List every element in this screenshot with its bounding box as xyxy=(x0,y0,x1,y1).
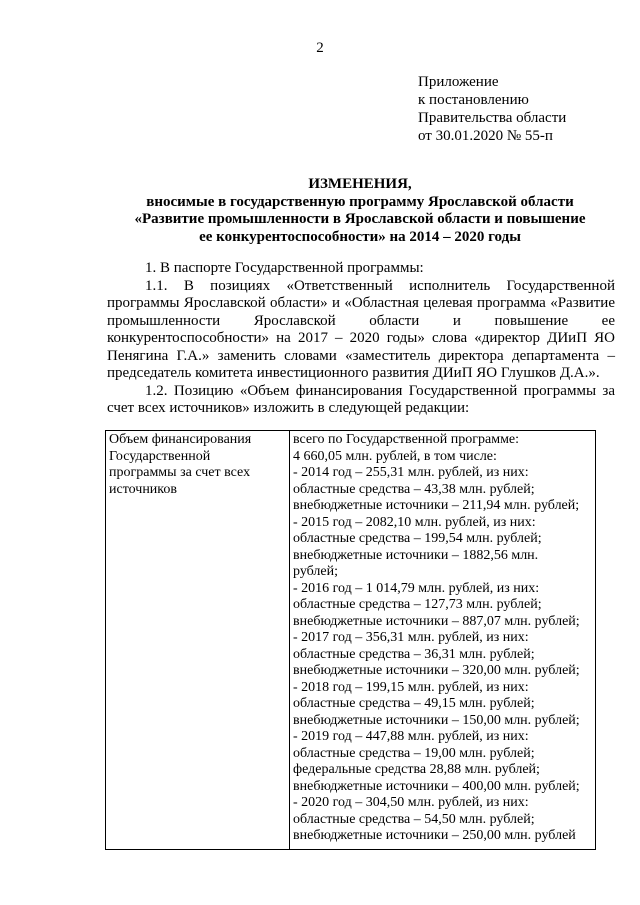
page-number: 2 xyxy=(316,40,324,56)
paragraph-1: 1. В паспорте Государственной программы: xyxy=(145,260,424,276)
value-line: - 2015 год – 2082,10 млн. рублей, из них: xyxy=(293,514,536,530)
value-line: внебюджетные источники – 887,07 млн. рублей; xyxy=(293,613,580,629)
heading-line: вносимые в государственную программу Ярославской области xyxy=(146,193,574,210)
value-line: областные средства – 127,73 млн. рублей; xyxy=(293,597,542,612)
value-line: рублей; xyxy=(293,564,338,579)
appendix-block xyxy=(418,73,566,145)
document-body xyxy=(107,260,615,418)
financing-values-cell xyxy=(290,431,596,850)
heading-line: «Развитие промышленности в Ярославской области и повышение xyxy=(134,211,586,227)
heading-title: ИЗМЕНЕНИЯ, xyxy=(308,176,412,192)
value-line: - 2014 год – 255,31 млн. рублей, из них: xyxy=(293,465,529,480)
value-line: областные средства – 43,38 млн. рублей; xyxy=(293,481,535,497)
value-line: областные средства – 19,00 млн. рублей; xyxy=(293,745,535,761)
value-line: федеральные средства 28,88 млн. рублей; xyxy=(293,762,540,777)
appendix-line: к постановлению xyxy=(418,92,529,108)
table-row xyxy=(106,431,596,850)
value-line: областные средства – 49,15 млн. рублей; xyxy=(293,696,535,711)
label-line: Государственной xyxy=(109,448,211,464)
value-line: 4 660,05 млн. рублей, в том числе: xyxy=(293,448,497,464)
value-line: внебюджетные источники – 320,00 млн. рублей; xyxy=(293,663,580,678)
value-line: всего по Государственной программе: xyxy=(293,432,520,447)
appendix-line: Правительства области xyxy=(418,110,567,126)
value-line: внебюджетные источники – 1882,56 млн. xyxy=(293,547,539,563)
value-line: - 2017 год – 356,31 млн. рублей, из них: xyxy=(293,630,529,645)
value-line: внебюджетные источники – 250,00 млн. рублей xyxy=(293,828,576,843)
appendix-line: Приложение xyxy=(418,74,499,90)
label-line: Объем финансирования xyxy=(109,432,252,447)
value-line: областные средства – 199,54 млн. рублей; xyxy=(293,531,542,546)
value-line: внебюджетные источники – 400,00 млн. рублей; xyxy=(293,778,580,794)
label-line: источников xyxy=(109,481,178,497)
document-heading xyxy=(105,176,615,246)
value-line: областные средства – 36,31 млн. рублей; xyxy=(293,646,535,662)
value-line: - 2018 год – 199,15 млн. рублей, из них: xyxy=(293,679,529,695)
value-line: - 2020 год – 304,50 млн. рублей, из них: xyxy=(293,795,529,810)
heading-line: ее конкурентоспособности» на 2014 – 2020 годы xyxy=(199,228,521,245)
value-line: - 2019 год – 447,88 млн. рублей, из них: xyxy=(293,729,529,744)
value-line: внебюджетные источники – 211,94 млн. рублей; xyxy=(293,498,580,513)
value-line: областные средства – 54,50 млн. рублей; xyxy=(293,811,535,827)
value-line: внебюджетные источники – 150,00 млн. рублей; xyxy=(293,712,580,728)
appendix-date-number: от 30.01.2020 № 55-п xyxy=(418,128,553,144)
paragraph-1-1: 1.1. В позициях «Ответственный исполнитель Государственной программы Ярославской области» и «Областная целевая программа «Развитие промышленности Ярославской области и повышение ее конкурентоспособности» на 2017 – 2020 годы» слова «директор ДИиП ЯО Пенягина Г.А.» заменить словами «заместитель директора департамента – председатель комитета инвестиционного развития ДИиП ЯО Глушков Д.А.». xyxy=(107,277,615,381)
label-line: программы за счет всех xyxy=(109,465,251,480)
financing-table xyxy=(105,430,596,850)
value-line: - 2016 год – 1 014,79 млн. рублей, из них: xyxy=(293,580,540,596)
financing-label-cell xyxy=(106,431,290,850)
paragraph-1-2: 1.2. Позицию «Объем финансирования Государственной программы за счет всех источников» изложить в следующей редакции: xyxy=(107,382,615,416)
